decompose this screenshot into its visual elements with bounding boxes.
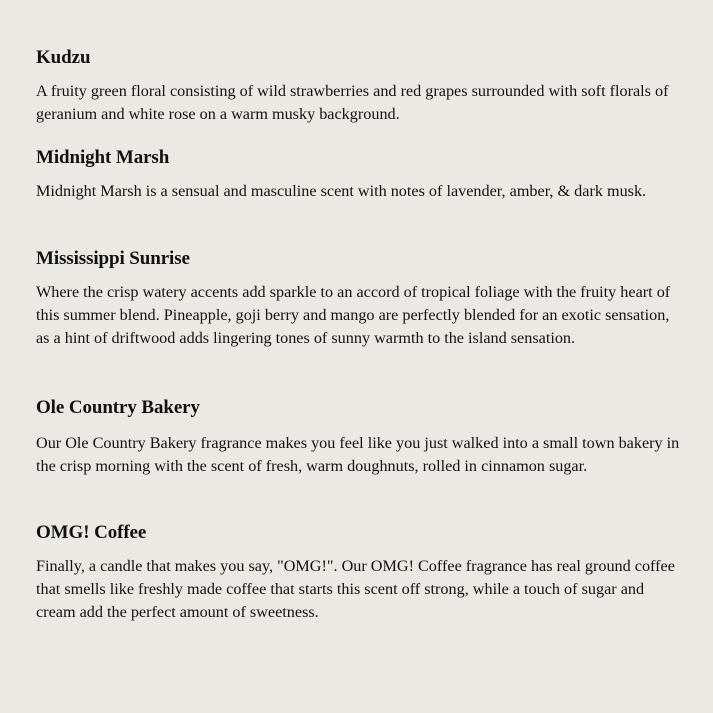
fragrance-title: OMG! Coffee bbox=[36, 522, 147, 543]
fragrance-mississippi-sunrise bbox=[36, 247, 683, 351]
fragrance-title: Mississippi Sunrise bbox=[36, 248, 190, 269]
fragrance-description: Midnight Marsh is a sensual and masculine scent with notes of lavender, amber, & dark musk. bbox=[36, 182, 647, 200]
fragrance-title: Midnight Marsh bbox=[36, 147, 170, 168]
fragrance-ole-country-bakery bbox=[36, 396, 683, 478]
fragrance-kudzu bbox=[36, 46, 683, 126]
fragrance-description: A fruity green floral consisting of wild strawberries and red grapes surrounded with soft florals of geranium and white rose on a warm musky background. bbox=[36, 82, 669, 124]
fragrance-description: Finally, a candle that makes you say, "OMG!". Our OMG! Coffee fragrance has real ground coffee that smells like freshly made coffee that starts this scent off strong, while a touch of sugar and cream add the perfect amount of sweetness. bbox=[36, 557, 675, 622]
fragrance-omg-coffee bbox=[36, 521, 683, 625]
fragrance-midnight-marsh bbox=[36, 146, 683, 203]
fragrance-title: Ole Country Bakery bbox=[36, 397, 200, 418]
fragrance-description: Our Ole Country Bakery fragrance makes you feel like you just walked into a small town bakery in the crisp morning with the scent of fresh, warm doughnuts, rolled in cinnamon sugar. bbox=[36, 434, 680, 476]
fragrance-description: Where the crisp watery accents add sparkle to an accord of tropical foliage with the fruity heart of this summer blend. Pineapple, goji berry and mango are perfectly blended for an exotic sensation, as a hint of driftwood adds lingering tones of sunny warmth to the island sensation. bbox=[36, 283, 671, 348]
fragrance-title: Kudzu bbox=[36, 47, 91, 68]
